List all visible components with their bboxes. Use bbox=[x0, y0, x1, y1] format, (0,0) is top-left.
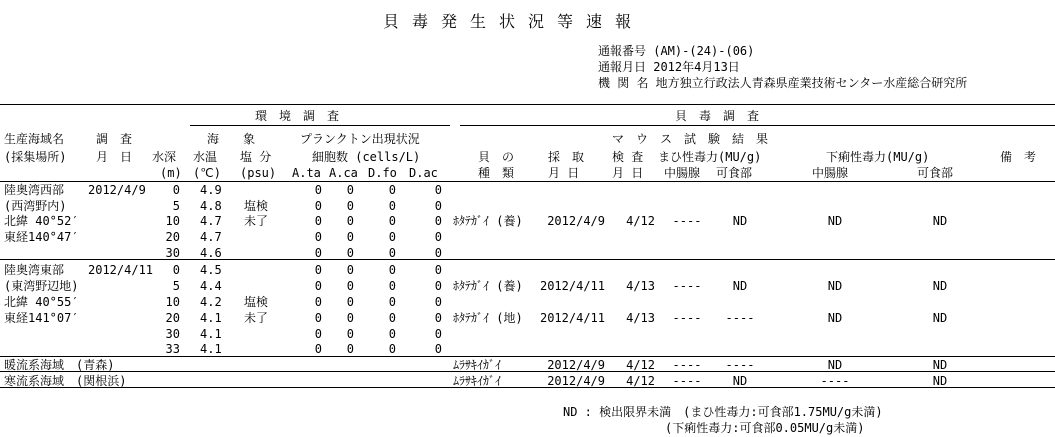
psp-kasho-cell: ---- bbox=[725, 358, 755, 372]
aca-cell: 0 bbox=[346, 279, 354, 293]
area-cell: 寒流系海域 (関根浜) bbox=[4, 374, 127, 388]
sample-date-cell: 2012/4/9 bbox=[547, 214, 605, 228]
date-cell: 2012/4/9 bbox=[88, 183, 146, 197]
area-cell: 陸奥湾東部 bbox=[4, 263, 65, 277]
psp-chu-cell: ---- bbox=[672, 358, 702, 372]
test-date-cell: 4/12 bbox=[626, 358, 655, 372]
area-sub-header: (採集場所) bbox=[4, 150, 67, 164]
temp-cell: 4.5 bbox=[200, 263, 222, 277]
mouse-header: マ ウ ス 試 験 結 果 bbox=[612, 132, 769, 146]
dsp-chu-cell: ND bbox=[827, 279, 843, 293]
date-cell: 2012/4/11 bbox=[88, 263, 154, 277]
aca-header: A.ca bbox=[329, 166, 358, 180]
area-cell: 暖流系海域 (青森) bbox=[4, 358, 115, 372]
depth-cell: 30 bbox=[165, 246, 180, 260]
rule-group2 bbox=[0, 356, 1055, 357]
temp-cell: 4.4 bbox=[200, 279, 222, 293]
aca-cell: 0 bbox=[346, 199, 354, 213]
dfo-cell: 0 bbox=[388, 246, 396, 260]
ata-cell: 0 bbox=[314, 246, 322, 260]
ata-cell: 0 bbox=[314, 230, 322, 244]
report-title: 貝毒発生状況等速報 bbox=[383, 12, 645, 31]
dfo-cell: 0 bbox=[388, 199, 396, 213]
area-header: 生産海域名 bbox=[4, 132, 65, 146]
depth-cell: 5 bbox=[172, 199, 180, 213]
kai-sub-header: 種 類 bbox=[478, 166, 515, 180]
dfo-cell: 0 bbox=[388, 183, 396, 197]
aca-cell: 0 bbox=[346, 183, 354, 197]
sal-header: 塩 分 bbox=[240, 150, 272, 164]
temp-cell: 4.9 bbox=[200, 183, 222, 197]
dac-cell: 0 bbox=[434, 199, 442, 213]
cells-header: 細胞数 (cells/L) bbox=[312, 150, 421, 164]
ata-cell: 0 bbox=[314, 263, 322, 277]
area-cell: 東経141°07′ bbox=[4, 311, 79, 325]
depth-cell: 10 bbox=[165, 214, 180, 228]
depth-cell: 20 bbox=[165, 311, 180, 325]
ata-cell: 0 bbox=[314, 311, 322, 325]
plankton-header: プランクトン出現状況 bbox=[300, 132, 420, 146]
depth-cell: 0 bbox=[172, 183, 180, 197]
report-date: 通報月日 2012年4月13日 bbox=[598, 60, 740, 74]
test-date-cell: 4/12 bbox=[626, 214, 655, 228]
dsp-chu-cell: ND bbox=[827, 358, 843, 372]
test-header: 検 査 bbox=[612, 150, 644, 164]
aca-cell: 0 bbox=[346, 263, 354, 277]
date-header: 月 日 bbox=[96, 150, 133, 164]
dac-cell: 0 bbox=[434, 279, 442, 293]
sample-date-header: 月 日 bbox=[548, 166, 580, 180]
psp-kasho-cell: ---- bbox=[725, 311, 755, 325]
area-cell: 陸奥湾西部 bbox=[4, 183, 65, 197]
sal-cell: 未了 bbox=[244, 311, 269, 325]
dfo-header: D.fo bbox=[368, 166, 397, 180]
ata-cell: 0 bbox=[314, 214, 322, 228]
depth-cell: 0 bbox=[172, 263, 180, 277]
aca-cell: 0 bbox=[346, 230, 354, 244]
rule-bottom bbox=[0, 387, 1055, 388]
species-cell: ﾎﾀﾃｶﾞｲ (養) bbox=[453, 214, 523, 228]
ata-cell: 0 bbox=[314, 199, 322, 213]
dsp-kasho-cell: ND bbox=[932, 311, 948, 325]
dsp-chu-cell: ND bbox=[827, 311, 843, 325]
temp-cell: 4.6 bbox=[200, 246, 222, 260]
aca-cell: 0 bbox=[346, 214, 354, 228]
dfo-cell: 0 bbox=[388, 327, 396, 341]
rule-env bbox=[190, 125, 450, 126]
depth-header: 水深 bbox=[152, 150, 177, 164]
psp-chu-cell: ---- bbox=[672, 374, 702, 388]
sample-header: 採 取 bbox=[548, 150, 585, 164]
area-cell: (東湾野辺地) bbox=[4, 279, 79, 293]
dac-header: D.ac bbox=[409, 166, 438, 180]
temp-cell: 4.1 bbox=[200, 311, 222, 325]
dac-cell: 0 bbox=[434, 183, 442, 197]
dac-cell: 0 bbox=[434, 327, 442, 341]
report-number: 通報番号 (AM)-(24)-(06) bbox=[598, 44, 755, 58]
rule-top bbox=[0, 104, 1055, 105]
dfo-cell: 0 bbox=[388, 342, 396, 356]
kai-header: 貝 の bbox=[478, 150, 515, 164]
area-cell: 北緯 40°52′ bbox=[4, 214, 79, 228]
ata-cell: 0 bbox=[314, 342, 322, 356]
dac-cell: 0 bbox=[434, 246, 442, 260]
ata-cell: 0 bbox=[314, 295, 322, 309]
psp-kasho-cell: ND bbox=[732, 279, 748, 293]
psp-header: まひ性毒力(MU/g) bbox=[658, 150, 762, 164]
psp-chu-cell: ---- bbox=[672, 279, 702, 293]
dsp-kasho-cell: ND bbox=[932, 358, 948, 372]
dac-cell: 0 bbox=[434, 263, 442, 277]
depth-cell: 5 bbox=[172, 279, 180, 293]
dfo-cell: 0 bbox=[388, 230, 396, 244]
species-cell: ﾑﾗｻｷｲｶﾞｲ bbox=[453, 358, 502, 372]
rule-tox bbox=[460, 125, 1055, 126]
depth-cell: 30 bbox=[165, 327, 180, 341]
psp-kasho-header: 可食部 bbox=[716, 166, 753, 180]
dsp-kasho-cell: ND bbox=[932, 374, 948, 388]
test-date-cell: 4/13 bbox=[626, 279, 655, 293]
dfo-cell: 0 bbox=[388, 279, 396, 293]
dfo-cell: 0 bbox=[388, 214, 396, 228]
dac-cell: 0 bbox=[434, 295, 442, 309]
dfo-cell: 0 bbox=[388, 311, 396, 325]
dfo-cell: 0 bbox=[388, 295, 396, 309]
sample-date-cell: 2012/4/11 bbox=[539, 279, 605, 293]
temp-cell: 4.1 bbox=[200, 327, 222, 341]
rule-header bbox=[0, 181, 1055, 182]
sal-cell: 塩検 bbox=[244, 199, 269, 213]
area-cell: 北緯 40°55′ bbox=[4, 295, 79, 309]
temp-cell: 4.1 bbox=[200, 342, 222, 356]
sal-cell: 塩検 bbox=[244, 295, 269, 309]
dac-cell: 0 bbox=[434, 230, 442, 244]
dsp-chu-header: 中腸腺 bbox=[812, 166, 849, 180]
dsp-chu-cell: ---- bbox=[820, 374, 850, 388]
remarks-header: 備 考 bbox=[1000, 150, 1037, 164]
dsp-kasho-header: 可食部 bbox=[917, 166, 954, 180]
rule-group3 bbox=[0, 371, 1055, 372]
area-cell: (西湾野内) bbox=[4, 199, 67, 213]
species-cell: ﾎﾀﾃｶﾞｲ (養) bbox=[453, 279, 523, 293]
psp-chu-cell: ---- bbox=[672, 214, 702, 228]
aca-cell: 0 bbox=[346, 342, 354, 356]
temp-unit: (℃) bbox=[193, 166, 221, 180]
aca-cell: 0 bbox=[346, 295, 354, 309]
dac-cell: 0 bbox=[434, 342, 442, 356]
chosa-header: 調 査 bbox=[96, 132, 133, 146]
dsp-kasho-cell: ND bbox=[932, 214, 948, 228]
sample-date-cell: 2012/4/9 bbox=[547, 374, 605, 388]
report-org: 機 関 名 地方独立行政法人青森県産業技術センター水産総合研究所 bbox=[598, 76, 968, 90]
depth-unit: (m) bbox=[160, 166, 182, 180]
dac-cell: 0 bbox=[434, 214, 442, 228]
depth-cell: 10 bbox=[165, 295, 180, 309]
tox-header: 貝 毒 調 査 bbox=[675, 109, 760, 123]
species-cell: ﾑﾗｻｷｲｶﾞｲ bbox=[453, 374, 502, 388]
aca-cell: 0 bbox=[346, 311, 354, 325]
sal-unit: (psu) bbox=[240, 166, 277, 180]
ata-cell: 0 bbox=[314, 327, 322, 341]
sample-date-cell: 2012/4/11 bbox=[539, 311, 605, 325]
note-dsp: (下痢性毒力:可食部0.05MU/g未満) bbox=[665, 421, 865, 435]
dsp-header: 下痢性毒力(MU/g) bbox=[826, 150, 930, 164]
temp-cell: 4.8 bbox=[200, 199, 222, 213]
dsp-chu-cell: ND bbox=[827, 214, 843, 228]
test-date-cell: 4/13 bbox=[626, 311, 655, 325]
ata-header: A.ta bbox=[292, 166, 321, 180]
temp-header: 水温 bbox=[193, 150, 218, 164]
temp-cell: 4.7 bbox=[200, 214, 222, 228]
test-date-header: 月 日 bbox=[612, 166, 644, 180]
psp-chu-cell: ---- bbox=[672, 311, 702, 325]
note-nd: ND : 検出限界未満 (まひ性毒力:可食部1.75MU/g未満) bbox=[563, 405, 883, 419]
psp-kasho-cell: ND bbox=[732, 214, 748, 228]
psp-kasho-cell: ND bbox=[732, 374, 748, 388]
aca-cell: 0 bbox=[346, 246, 354, 260]
sal-cell: 未了 bbox=[244, 214, 269, 228]
species-cell: ﾎﾀﾃｶﾞｲ (地) bbox=[453, 311, 523, 325]
ata-cell: 0 bbox=[314, 279, 322, 293]
area-cell: 東経140°47′ bbox=[4, 230, 79, 244]
sea-header: 海 象 bbox=[207, 132, 256, 146]
sample-date-cell: 2012/4/9 bbox=[547, 358, 605, 372]
ata-cell: 0 bbox=[314, 183, 322, 197]
depth-cell: 33 bbox=[165, 342, 180, 356]
dsp-kasho-cell: ND bbox=[932, 279, 948, 293]
dfo-cell: 0 bbox=[388, 263, 396, 277]
env-header: 環 境 調 査 bbox=[255, 109, 340, 123]
temp-cell: 4.7 bbox=[200, 230, 222, 244]
test-date-cell: 4/12 bbox=[626, 374, 655, 388]
temp-cell: 4.2 bbox=[200, 295, 222, 309]
depth-cell: 20 bbox=[165, 230, 180, 244]
dac-cell: 0 bbox=[434, 311, 442, 325]
aca-cell: 0 bbox=[346, 327, 354, 341]
psp-chu-header: 中腸腺 bbox=[664, 166, 701, 180]
